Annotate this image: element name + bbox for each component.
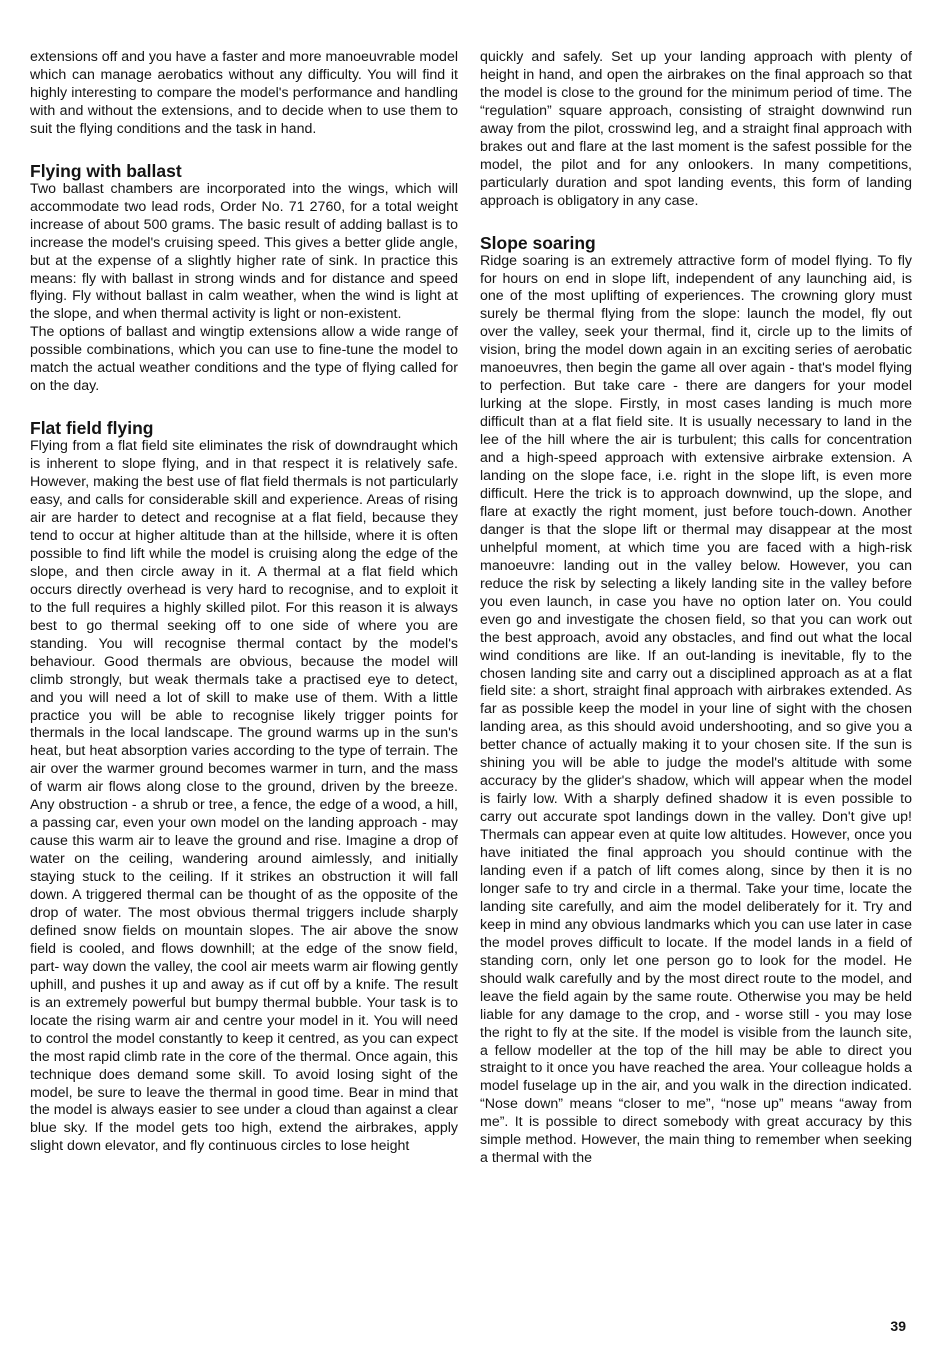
- slope-soaring-heading: Slope soaring: [480, 232, 596, 253]
- ballast-paragraph-1: Two ballast chambers are incorporated into the wings, which will accommodate two lead rods, Order No. 71 2760, for a total weight increase of about 500 grams. The basic result of adding ballast is to increase the model's cruising speed. This gives a better glide angle, but at the expense of a slightly higher rate of sink. In practice this means: fly with ballast in strong winds and for distance and speed flying. Fly without ballast in calm weather, when the wind is light at the slope, and when thermal activity is light or non-existent.: [30, 180, 458, 323]
- left-column: [30, 49, 458, 1156]
- flat-field-paragraph: Flying from a flat field site eliminates the risk of downdraught which is inherent to slope flying, and in that respect it is relatively safe. However, making the best use of flat field thermals is not particularly easy, and calls for considerable skill and experience. Areas of rising air are harder to detect and recognise at a flat field, because they tend to occur at higher altitude than at the hillside, where it is often possible to find lift while the model is cruising along the edge of the slope, and then circle away in it. A thermal at a flat field which occurs directly overhead is very hard to recognise, and to exploit it to the full requires a highly skilled pilot. For this reason it is always best to go thermal seeking off to one side of where you are standing. You will recognise thermal contact by the model's behaviour. Good thermals are obvious, because the model will climb strongly, but weak thermals take a practised eye to detect, and you will need a lot of skill to make use of them. With a little practice you will be able to recognise likely trigger points for thermals in the local landscape. The ground warms up in the sun's heat, but heat absorption varies according to the type of terrain. The air over the warmer ground becomes warmer in turn, and the mass of warm air flows along close to the ground, driven by the breeze. Any obstruction - a shrub or tree, a fence, the edge of a wood, a hill, a passing car, even your own model on the landing approach - may cause this warm air to leave the ground and rise. Imagine a drop of water on the ceiling, wandering around aimlessly, and initially staying stuck to the ceiling. If it strikes an obstruction it will fall down. A triggered thermal can be thought of as the opposite of the drop of water. The most obvious thermal triggers include sharply defined snow fields on mountain slopes. The air above the snow field is cooled, and flows downhill; at the edge of the snow field, part- way down the valley, the cool air meets warm air flowing gently uphill, and pushes it up and away as if cut off by a knife. The result is an extremely powerful but bumpy thermal bubble. Your task is to locate the rising warm air and centre your model in it. You will need to control the model constantly to keep it centred, as you can expect the most rapid climb rate in the core of the thermal. Once again, this technique does demand some skill. To avoid losing sight of the model, be sure to leave the thermal in good time. Bear in mind that the model is always easier to see under a cloud than against a clear blue sky. If the model gets too high, extend the airbrakes, apply slight down elevator, and fly continuous circles to lose height: [30, 438, 458, 1155]
- intro-paragraph: extensions off and you have a faster and more manoeuvrable model which can manage aerobatics without any difficulty. You will find it highly interesting to compare the model's performance and handling with and without the extensions, and to decide when to use them to suit the flying conditions and the task in hand.: [30, 49, 458, 137]
- ballast-heading: Flying with ballast: [30, 160, 182, 181]
- ballast-paragraph-2: The options of ballast and wingtip extensions allow a wide range of possible combinations, which you can use to fine-tune the model to match the actual weather conditions and the type of flying called for on the day.: [30, 324, 458, 395]
- page-number: 39: [890, 1318, 906, 1334]
- landing-approach-paragraph: quickly and safely. Set up your landing approach with plenty of height in hand, and open the airbrakes on the final approach so that the model is close to the ground for the minimum period of time. The “regulation” square approach, consisting of straight downwind run away from the pilot, crosswind leg, and a straight final approach with brakes out and flare at the last moment is the safest possible for the model, the pilot and for any onlookers. In many competitions, particularly duration and spot landing events, this form of landing approach is obligatory in any case.: [480, 49, 912, 209]
- slope-soaring-paragraph: Ridge soaring is an extremely attractive form of model flying. To fly for hours on end in slope lift, independent of any launching aid, is one of the most uplifting of experiences. The crowning glory must surely be thermal flying from the slope: launch the model, fly out over the valley, seek your thermal, find it, circle up to the limits of vision, bring the model down again in an exciting series of aerobatic manoeuvres, then begin the game all over again - that's model flying to perfection. But take care - there are dangers for your model lurking at the slope. Firstly, in most cases landing is much more difficult than at a flat field site. It is usually necessary to land in the lee of the hill where the air is turbulent; this calls for concentration and a high-speed approach with extensive airbrake extension. A landing on the slope face, i.e. right in the slope lift, is even more difficult. Here the trick is to approach downwind, up the slope, and flare at exactly the right moment, just before touch-down. Another danger is that the slope lift or thermal may disappear at the most unhelpful moment, at which time you are faced with a high-risk manoeuvre: landing out in the valley below. However, you can reduce the risk by selecting a likely landing site in the valley before you even launch, in case you have no option later on. You could even go and investigate the chosen field, so that you can work out the best approach, avoid any obstacles, and find out what the local wind conditions are like. If an out-landing is inevitable, fly to the chosen landing site and carry out a disciplined approach as at a flat field site: a short, straight final approach with airbrakes extended. As far as possible keep the model in your line of sight with the chosen landing area, as this should avoid undershooting, and so give you a better chance of actually making it to your chosen site. If the sun is shining you will be able to judge the model's altitude with some accuracy by the glider's shadow, which will appear when the model is fairly low. With a sharply defined shadow it is even possible to carry out accurate spot landings down in the valley. Don't give up! Thermals can appear even at quite low altitudes. However, once you have initiated the final approach you should continue with the landing even if a patch of lift comes along, since by then it is no longer safe to try and circle in a thermal. Take your time, locate the landing site carefully, and aim the model deliberately for it. Try and keep in mind any obvious landmarks which you can use later in case the model proves difficult to locate. If the model lands in a field of standing corn, only let one person go to look for the model. He should walk carefully and by the most direct route to the model, and leave the field again by the same route. Otherwise you may be held liable for any damage to the crop, and - worse still - you may lose the right to fly at the site. If the model is visible from the launch site, a fellow modeller at the top of the hill may be able to direct you straight to it once you have reached the area. Your colleague holds a model fuselage up in the air, and you walk in the direction indicated. “Nose down” means “closer to me”, “nose up” means “away from me”. It is possible to direct somebody with great accuracy by this simple method. However, the main thing to remember when seeking a thermal with the: [480, 252, 912, 1167]
- flat-field-heading: Flat field flying: [30, 418, 154, 439]
- right-column: [480, 49, 912, 1168]
